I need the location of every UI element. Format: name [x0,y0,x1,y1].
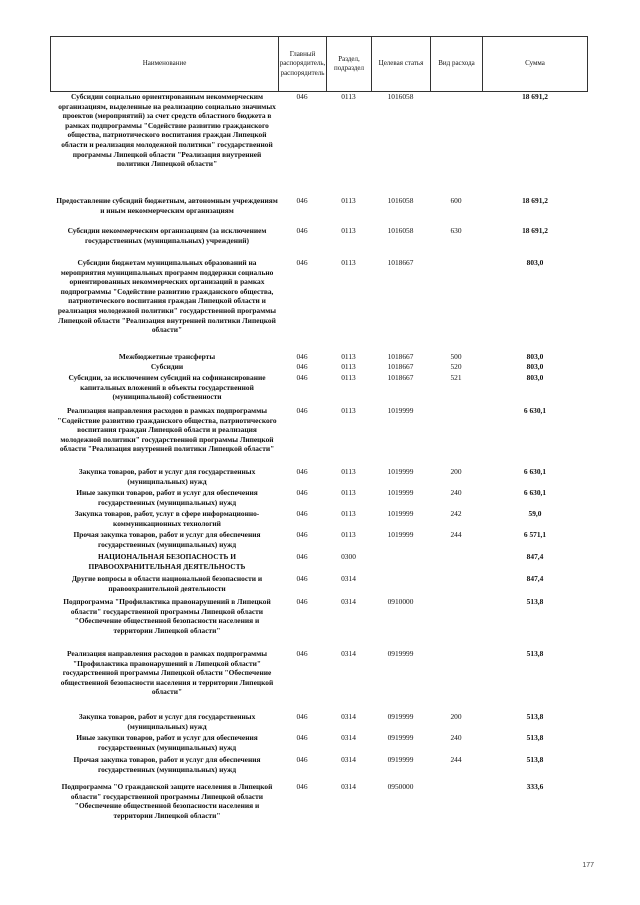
row-razdel: 0314 [341,574,356,583]
row-glavny: 046 [296,488,308,497]
table-header [50,36,588,92]
row-razdel: 0314 [341,649,356,658]
row-razdel: 0113 [341,196,356,205]
row-celevaya: 1018667 [387,362,414,371]
row-summa: 803,0 [526,373,544,382]
row-glavny: 046 [296,733,308,742]
row-name: Реализация направления расходов в рамках подпрограммы "Содействие развитию гражданского общества, патриотического воспитания граждан Липецкой области и реализация молодежной политики" государственной программы Липецкой области "Реализация внутренней политики Липецкой области" [57,406,277,454]
row-glavny: 046 [296,258,308,267]
row-celevaya: 1016058 [387,226,414,235]
row-summa: 59,0 [528,509,542,518]
row-name: Субсидии некоммерческим организациям (за исключением государственных (муниципальных) учреждений) [67,226,267,245]
row-name: Подпрограмма "О гражданской защите населения в Липецкой области" государственной программы Липецкой области "Обеспечение общественной безопасности населения и территории Липецкой области" [61,782,273,820]
row-celevaya: 0919999 [387,755,414,764]
header-glavny: Главный распорядитель, распорядитель [279,37,327,91]
header-name: Наименование [51,37,279,91]
row-name: Субсидии, за исключением субсидий на софинансирование капитальных вложений в объекты государственной (муниципальной) собственности [68,373,266,402]
row-celevaya: 1019999 [387,509,414,518]
row-razdel: 0314 [341,733,356,742]
row-glavny: 046 [296,530,308,539]
row-celevaya: 1016058 [387,196,414,205]
header-razdel: Раздел, подраздел [327,37,372,91]
row-summa: 847,4 [526,552,544,561]
row-vid: 200 [450,467,462,476]
row-vid: 200 [450,712,462,721]
header-vid: Вид расхода [431,37,483,91]
row-razdel: 0314 [341,782,356,791]
row-razdel: 0113 [341,467,356,476]
row-vid: 520 [450,362,462,371]
row-glavny: 046 [296,362,308,371]
row-razdel: 0113 [341,352,356,361]
row-razdel: 0314 [341,712,356,721]
row-name: НАЦИОНАЛЬНАЯ БЕЗОПАСНОСТЬ И ПРАВООХРАНИТЕЛЬНАЯ ДЕЯТЕЛЬНОСТЬ [88,552,246,571]
row-razdel: 0314 [341,597,356,606]
row-celevaya: 1019999 [387,467,414,476]
row-name: Субсидии социально ориентированным некоммерческим организациям, выделенные на реализацию социально значимых проектов (мероприятий) за счет средств областного бюджета в рамках подпрограммы "Содействие развитию гражданского общества, патриотического воспитания граждан Липецкой области и реализация молодежной политики" государственной программы Липецкой области "Реализация внутренней политики Липецкой области" [58,92,276,169]
row-name: Подпрограмма "Профилактика правонарушений в Липецкой области" государственной программы Липецкой области "Обеспечение общественной безопасности населения и территории Липецкой области" [63,597,271,635]
row-vid: 600 [450,196,462,205]
row-name: Субсидии [150,362,184,371]
row-glavny: 046 [296,574,308,583]
row-celevaya: 1019999 [387,530,414,539]
row-summa: 513,8 [526,733,544,742]
page-number: 177 [582,862,594,869]
row-razdel: 0113 [341,373,356,382]
row-celevaya: 1019999 [387,406,414,415]
row-name: Закупка товаров, работ, услуг в сфере информационно-коммуникационных технологий [74,509,260,528]
row-glavny: 046 [296,755,308,764]
row-glavny: 046 [296,597,308,606]
row-summa: 513,8 [526,755,544,764]
row-glavny: 046 [296,373,308,382]
row-name: Субсидии бюджетам муниципальных образований на мероприятия муниципальных программ поддержки социально ориентированных некоммерческих организаций в рамках подпрограммы "Содействие развитию гражданского общества, патриотического воспитания граждан Липецкой области и реализация молодежной политики" государственной программы Липецкой области "Реализация внутренней политики Липецкой области" [57,258,277,335]
row-razdel: 0113 [341,258,356,267]
row-razdel: 0113 [341,362,356,371]
row-razdel: 0314 [341,755,356,764]
row-vid: 500 [450,352,462,361]
row-name: Закупка товаров, работ и услуг для государственных (муниципальных) нужд [78,467,256,486]
row-summa: 6 571,1 [523,530,547,539]
row-name: Предоставление субсидий бюджетным, автономным учреждениям и иным некоммерческим организациям [56,196,278,215]
row-summa: 6 630,1 [523,488,547,497]
row-summa: 18 691,2 [522,92,548,101]
row-glavny: 046 [296,509,308,518]
header-summa: Сумма [525,59,545,68]
row-glavny: 046 [296,649,308,658]
row-name: Закупка товаров, работ и услуг для государственных (муниципальных) нужд [78,712,256,731]
row-celevaya: 0919999 [387,733,414,742]
row-glavny: 046 [296,196,308,205]
row-glavny: 046 [296,352,308,361]
row-glavny: 046 [296,226,308,235]
row-celevaya: 1018667 [387,373,414,382]
row-razdel: 0113 [341,226,356,235]
row-celevaya: 1016058 [387,92,414,101]
row-summa: 803,0 [526,352,544,361]
row-summa: 513,8 [526,712,544,721]
row-name: Иные закупки товаров, работ и услуг для обеспечения государственных (муниципальных) нужд [76,733,258,752]
row-glavny: 046 [296,467,308,476]
row-celevaya: 1018667 [387,352,414,361]
row-summa: 803,0 [526,362,544,371]
row-vid: 244 [450,755,462,764]
row-razdel: 0113 [341,406,356,415]
row-celevaya: 1018667 [387,258,414,267]
row-glavny: 046 [296,712,308,721]
row-summa: 513,8 [526,649,544,658]
row-celevaya: 0910000 [387,597,414,606]
row-name: Иные закупки товаров, работ и услуг для обеспечения государственных (муниципальных) нужд [76,488,258,507]
row-celevaya: 0950000 [387,782,414,791]
row-summa: 513,8 [526,597,544,606]
row-summa: 333,6 [526,782,544,791]
row-razdel: 0113 [341,509,356,518]
row-summa: 18 691,2 [522,196,548,205]
row-name: Прочая закупка товаров, работ и услуг для обеспечения государственных (муниципальных) нужд [73,530,261,549]
row-vid: 244 [450,530,462,539]
row-glavny: 046 [296,406,308,415]
row-name: Прочая закупка товаров, работ и услуг для обеспечения государственных (муниципальных) нужд [73,755,261,774]
row-celevaya: 0919999 [387,712,414,721]
row-summa: 18 691,2 [522,226,548,235]
row-name: Другие вопросы в области национальной безопасности и правоохранительной деятельности [71,574,263,593]
row-razdel: 0113 [341,488,356,497]
row-razdel: 0113 [341,530,356,539]
row-vid: 630 [450,226,462,235]
row-razdel: 0113 [341,92,356,101]
row-razdel: 0300 [341,552,356,561]
row-summa: 6 630,1 [523,467,547,476]
row-vid: 242 [450,509,462,518]
row-glavny: 046 [296,92,308,101]
row-celevaya: 1019999 [387,488,414,497]
header-celevaya: Целевая статья [372,37,431,91]
row-name: Межбюджетные трансферты [118,352,216,361]
row-name: Реализация направления расходов в рамках подпрограммы "Профилактика правонарушений в Липецкой области" государственной программы Липецкой области "Обеспечение общественной безопасности населения и территории Липецкой области" [60,649,274,697]
row-summa: 847,4 [526,574,544,583]
row-summa: 803,0 [526,258,544,267]
row-summa: 6 630,1 [523,406,547,415]
row-celevaya: 0919999 [387,649,414,658]
row-vid: 240 [450,488,462,497]
row-vid: 240 [450,733,462,742]
row-vid: 521 [450,373,462,382]
row-glavny: 046 [296,552,308,561]
row-glavny: 046 [296,782,308,791]
